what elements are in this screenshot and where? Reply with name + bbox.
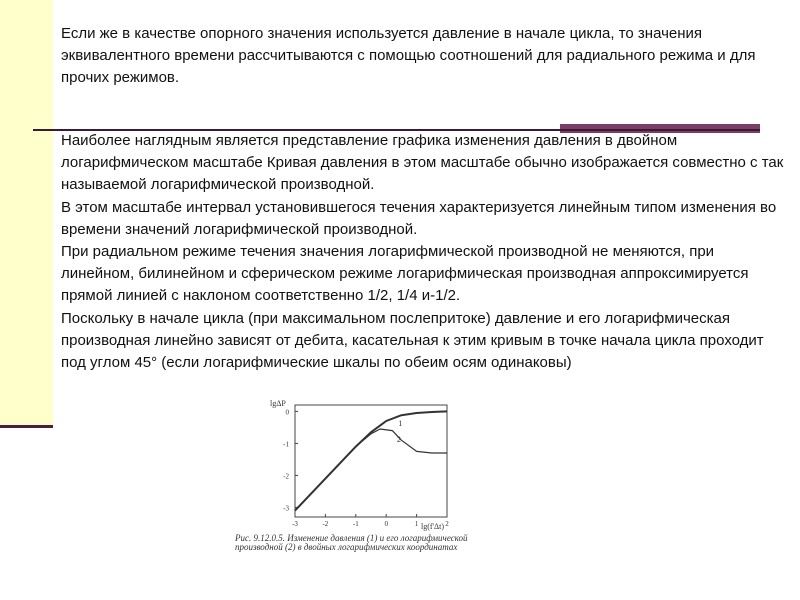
x-tick-label: 1 [414,520,419,528]
x-axis-label: lg(f'Δt) [421,522,445,531]
paragraph-log-derivative [61,130,791,374]
curve-label-2: 2 [396,434,401,444]
y-tick-group [283,408,298,512]
y-tick-label: -3 [283,504,289,513]
x-tick-label: 0 [384,520,388,528]
plot-frame [295,405,447,517]
figure-caption: Рис. 9.12.0.5. Изменение давления (1) и его логарифмической производной (2) в двойных логарифмических координатах [235,533,468,553]
y-tick-label: -2 [283,472,289,481]
paragraph-line: При радиальном режиме течения значения логарифмической производной не меняются, при линейном, билинейном и сферическом режиме логарифмическая производная аппроксимируется прямой линией с наклоном соответственно 1/2, 1/4 и-1/2. [61,243,749,305]
y-tick-label: -1 [283,440,289,449]
curve-label-1: 1 [398,418,403,428]
series-1-line [295,411,447,510]
paragraph-line: Наиболее наглядным является представление графика изменения давления в двойном логарифмическом масштабе Кривая давления в этом масштабе обычно изображается совместно с так называемой логарифмической производной. [61,132,784,194]
pressure-derivative-figure [235,390,473,570]
paragraph-line: Поскольку в начале цикла (при максимальном послепритоке) давление и его логарифмическая производная линейно зависят от дебита, касательная к этим кривым в точке начала цикла проходит под углом 45° (если логарифмические шкалы по обеим осям одинаковы) [61,309,764,372]
y-axis-label: lgΔP [270,399,286,408]
x-tick-label: -3 [292,520,298,528]
left-decorative-band [0,0,53,427]
series-group [295,411,447,510]
x-tick-label: -2 [322,520,329,528]
paragraph-line: В этом масштабе интервал установившегося течения характеризуется линейным типом изменения во времени значений логарифмической производной. [61,198,777,238]
series-2-line [295,429,447,511]
left-band-bottom-rule [0,425,53,428]
x-tick-label: 2 [445,520,449,528]
paragraph-reference-pressure [61,23,791,90]
x-tick-label: -1 [352,520,359,528]
y-tick-label: 0 [285,408,289,417]
paragraph-text: Если же в качестве опорного значения используется давление в начале цикла, то значения эквивалентного времени рассчитываются с помощью соотношений для радиального режима и для прочих режимов. [61,25,756,87]
